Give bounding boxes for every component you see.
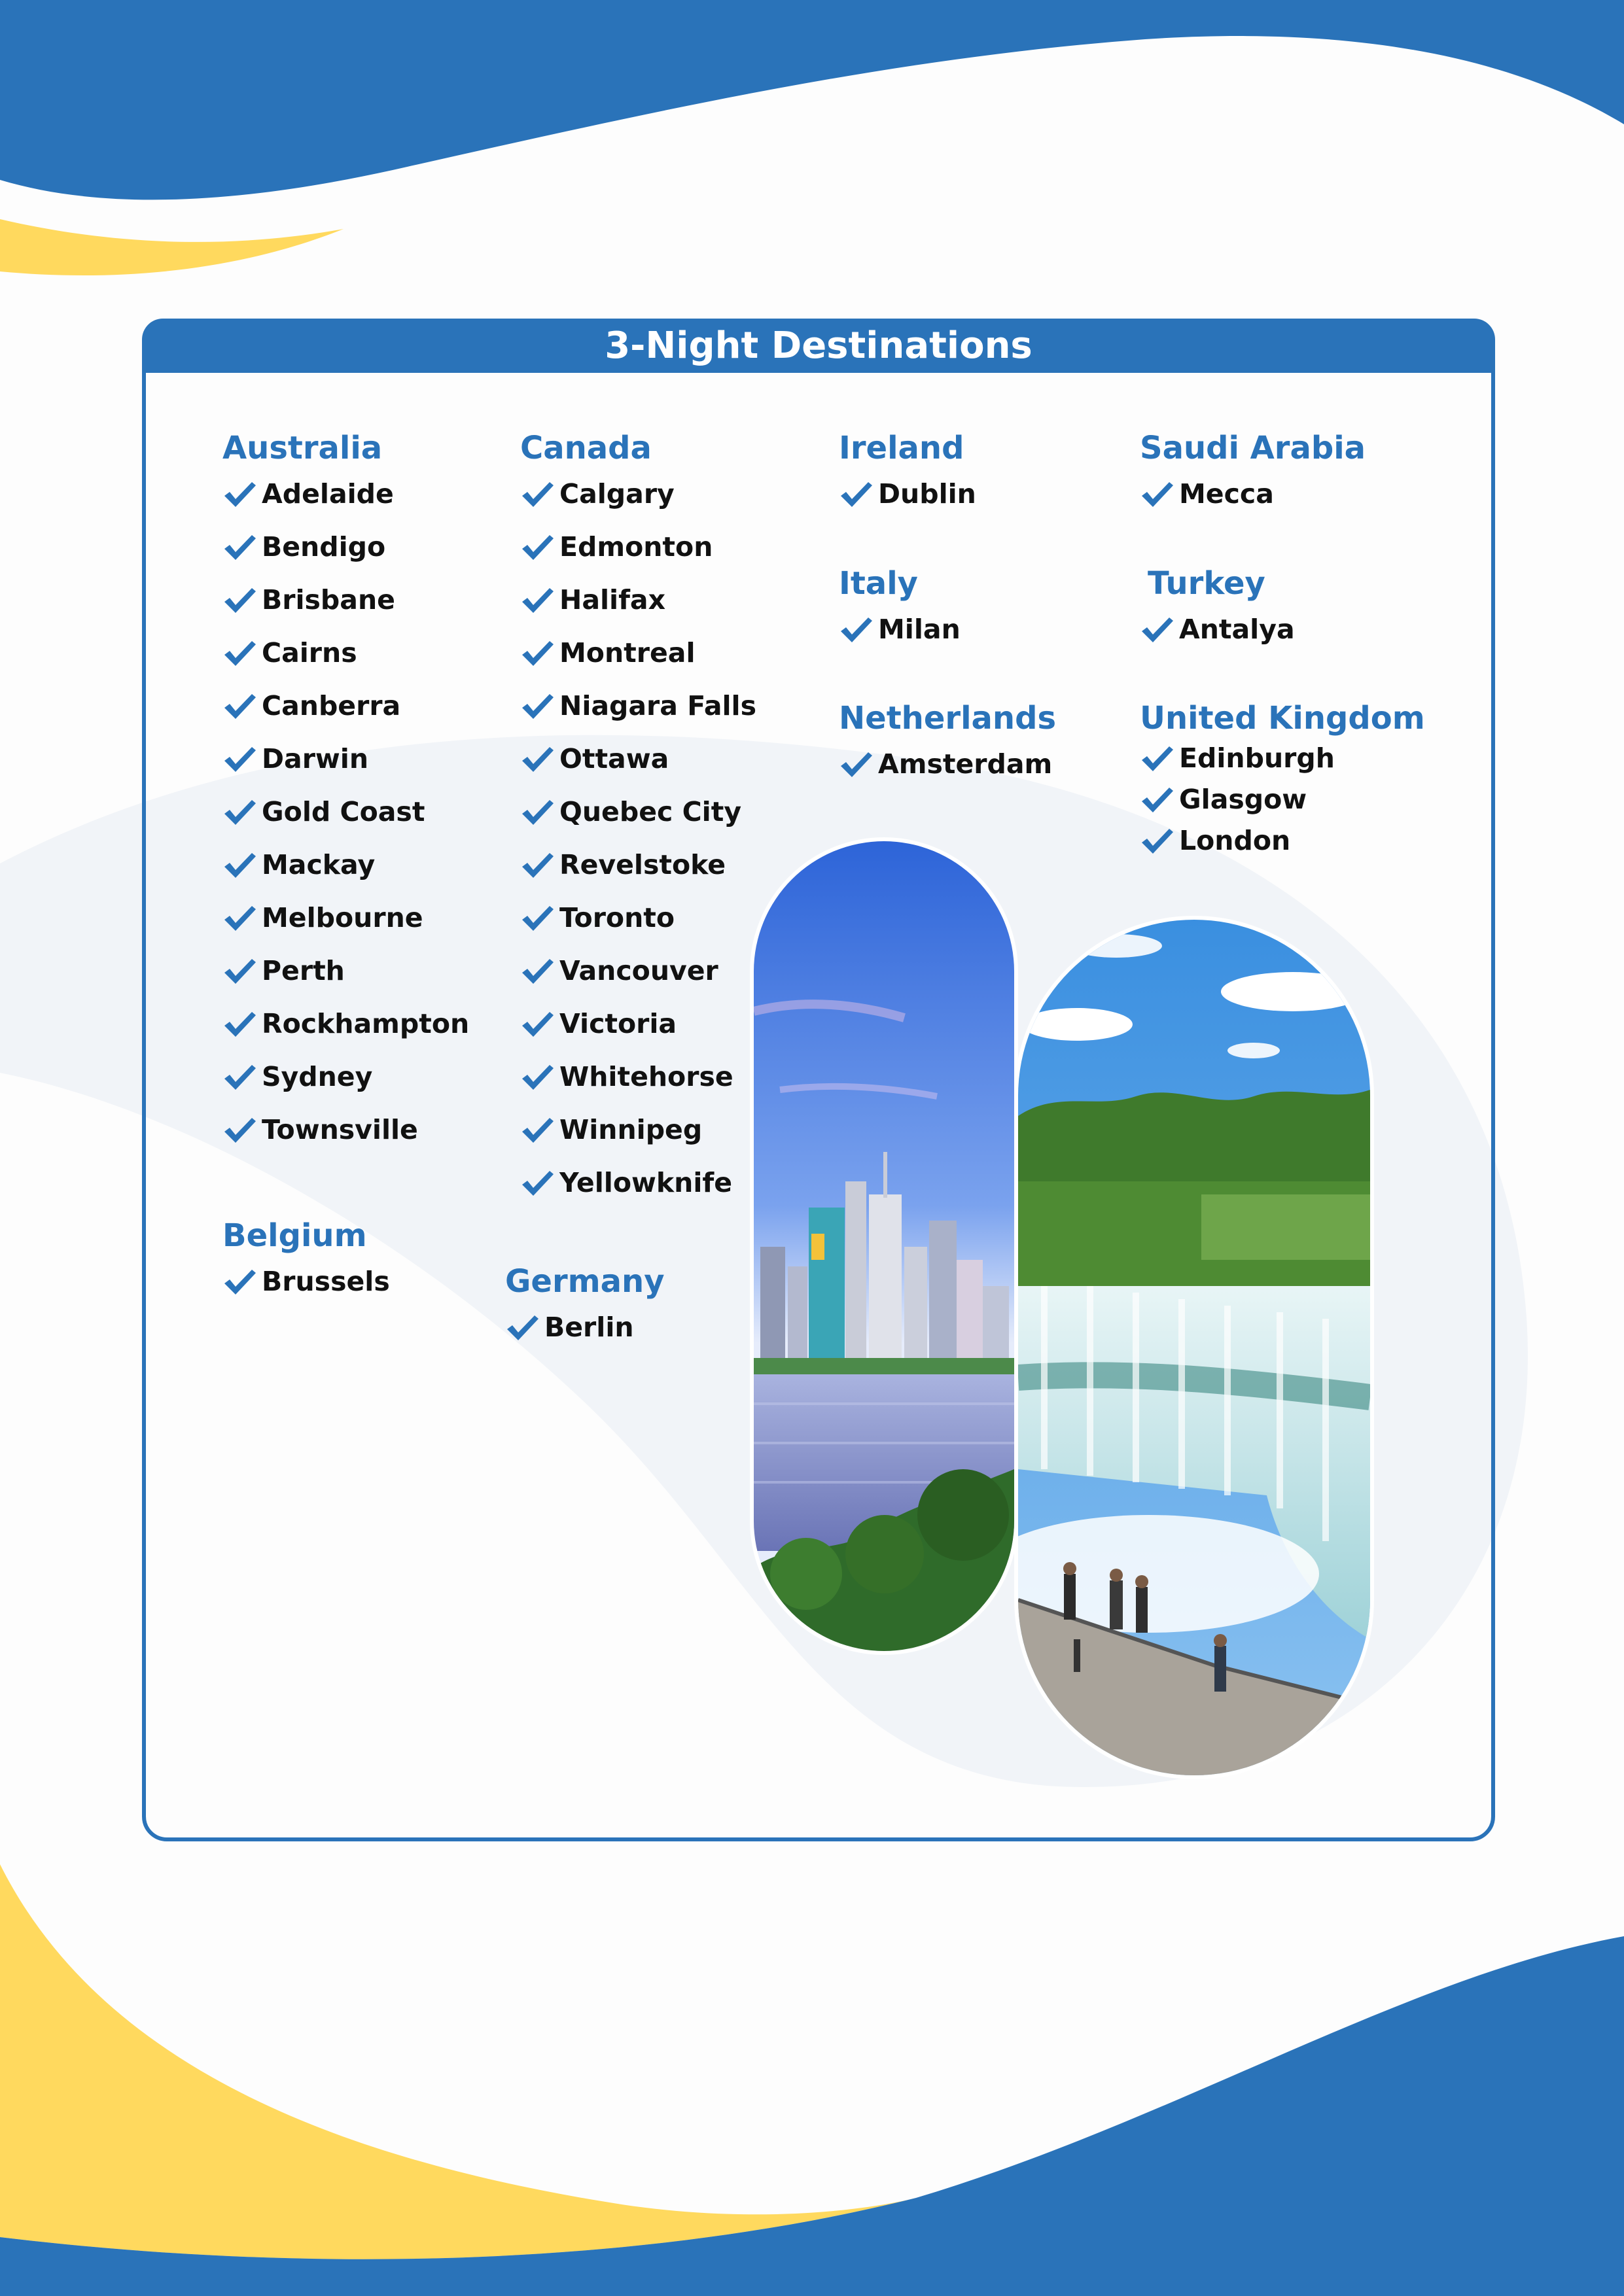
list-item [520,891,756,944]
city-name: Darwin [262,742,369,774]
check-icon [222,1062,256,1091]
country-heading: Belgium [222,1217,367,1254]
city-name: Townsville [262,1113,418,1145]
list-item [1140,602,1295,655]
check-icon [222,956,256,985]
city-name: Dublin [878,478,976,510]
country-group-netherlands [839,699,1056,790]
city-name: Adelaide [262,478,394,510]
list-item [839,467,976,520]
city-name: Berlin [544,1311,634,1343]
check-icon [222,797,256,826]
check-icon [520,638,554,667]
city-name: Glasgow [1179,783,1307,815]
list-item [222,838,469,891]
city-list [1140,602,1295,655]
country-group-saudi-arabia [1140,429,1366,520]
city-name: Calgary [559,478,675,510]
list-item [1140,467,1366,520]
list-item [520,785,756,838]
country-group-canada [520,429,756,1209]
city-name: Amsterdam [878,748,1053,780]
check-icon [222,744,256,773]
city-name: Yellowknife [559,1166,733,1198]
city-list [839,602,961,655]
check-icon [520,956,554,985]
list-item [1140,820,1425,861]
city-list [222,1255,390,1308]
country-group-australia [222,429,469,1156]
list-item [222,626,469,679]
check-icon [222,850,256,879]
city-name: Cairns [262,636,357,669]
check-icon [222,532,256,561]
brisbane-skyline-photo [750,837,1018,1655]
check-icon [505,1313,539,1342]
city-name: Vancouver [559,954,718,986]
list-item [520,838,756,891]
city-name: Whitehorse [559,1060,733,1092]
city-name: Niagara Falls [559,689,756,722]
check-icon [1140,785,1174,814]
list-item [520,467,756,520]
city-name: Montreal [559,636,696,669]
list-item [1140,778,1425,820]
country-group-turkey [1140,565,1295,655]
list-item [222,944,469,997]
city-list [839,737,1056,790]
country-heading: Ireland [839,430,964,466]
city-list [505,1300,665,1353]
city-name: Ottawa [559,742,669,774]
check-icon [1140,479,1174,508]
niagara-falls-photo [1014,916,1374,1779]
city-name: Victoria [559,1007,677,1039]
city-name: Milan [878,613,961,645]
list-item [222,679,469,732]
check-icon [222,479,256,508]
check-icon [839,615,873,644]
city-name: Sydney [262,1060,373,1092]
check-icon [520,850,554,879]
check-icon [520,797,554,826]
list-item [222,520,469,573]
list-item [839,602,961,655]
city-name: Rockhampton [262,1007,470,1039]
city-list [222,467,469,1156]
city-name: Mackay [262,848,376,880]
check-icon [520,1115,554,1144]
list-item [520,626,756,679]
city-name: Canberra [262,689,401,722]
check-icon [520,585,554,614]
city-name: Gold Coast [262,795,425,827]
check-icon [222,638,256,667]
check-icon [520,479,554,508]
country-group-united-kingdom [1140,699,1425,861]
list-item [1140,737,1425,778]
list-item [520,732,756,785]
country-heading: Germany [505,1263,665,1300]
city-list [520,467,756,1209]
skyline-illustration [754,841,1014,1651]
city-name: Edinburgh [1179,742,1335,774]
country-heading: Netherlands [839,700,1057,737]
city-name: Revelstoke [559,848,726,880]
city-name: Edmonton [559,531,713,563]
list-item [520,573,756,626]
city-list [1140,737,1425,861]
city-name: Winnipeg [559,1113,703,1145]
city-name: Perth [262,954,345,986]
list-item [505,1300,665,1353]
city-name: Brisbane [262,583,395,616]
list-item [222,785,469,838]
check-icon [222,903,256,932]
waterfall-illustration [1018,920,1370,1775]
check-icon [1140,826,1174,855]
city-name: Antalya [1179,613,1295,645]
country-group-italy [839,565,961,655]
city-name: London [1179,824,1291,856]
list-item [520,1103,756,1156]
list-item [520,520,756,573]
check-icon [839,750,873,778]
country-heading: Canada [520,430,652,466]
city-name: Toronto [559,901,675,933]
country-group-ireland [839,429,976,520]
list-item [520,679,756,732]
page-title: 3-Night Destinations [142,319,1495,373]
list-item [222,997,469,1050]
list-item [222,1103,469,1156]
list-item [520,1050,756,1103]
check-icon [520,1062,554,1091]
check-icon [520,1168,554,1197]
list-item [222,1050,469,1103]
city-name: Brussels [262,1265,390,1297]
list-item [222,573,469,626]
check-icon [222,585,256,614]
check-icon [520,691,554,720]
check-icon [520,1009,554,1038]
country-group-germany [505,1262,665,1353]
country-heading: United Kingdom [1140,700,1425,737]
check-icon [222,1115,256,1144]
check-icon [839,479,873,508]
list-item [222,1255,390,1308]
city-list [1140,467,1366,520]
list-item [520,1156,756,1209]
list-item [520,944,756,997]
city-list [839,467,976,520]
check-icon [1140,744,1174,773]
check-icon [222,691,256,720]
city-name: Melbourne [262,901,423,933]
city-name: Halifax [559,583,666,616]
country-heading: Australia [222,430,383,466]
country-heading: Saudi Arabia [1140,430,1366,466]
country-heading: Italy [839,565,918,602]
city-name: Mecca [1179,478,1274,510]
check-icon [520,532,554,561]
check-icon [222,1267,256,1296]
list-item [222,732,469,785]
list-item [839,737,1056,790]
city-name: Quebec City [559,795,742,827]
city-name: Bendigo [262,531,386,563]
country-group-belgium [222,1217,390,1308]
check-icon [222,1009,256,1038]
check-icon [520,744,554,773]
country-heading: Turkey [1148,565,1265,602]
list-item [222,891,469,944]
list-item [222,467,469,520]
check-icon [1140,615,1174,644]
list-item [520,997,756,1050]
check-icon [520,903,554,932]
